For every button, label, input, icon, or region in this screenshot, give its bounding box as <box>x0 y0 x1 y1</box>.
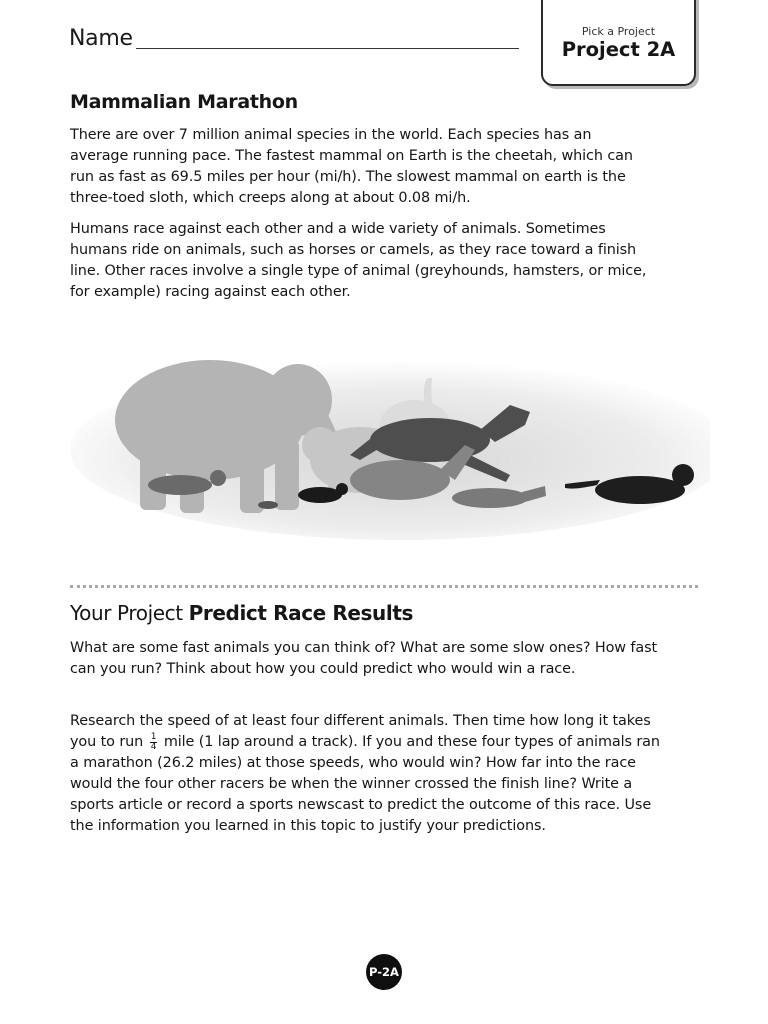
fraction-denominator: 4 <box>150 741 157 752</box>
project-title <box>70 601 413 625</box>
fraction-numerator: 1 <box>150 731 157 742</box>
animal-race-illustration <box>70 320 710 540</box>
section-title: Mammalian Marathon <box>70 91 298 113</box>
name-line <box>136 48 519 49</box>
project-paragraph-1: What are some fast animals you can think of? What are some slow ones? How fast can you run? Think about how you could predict who would win a race. <box>70 640 658 677</box>
section-divider <box>70 585 698 588</box>
intro-paragraph-2: Humans race against each other and a wide variety of animals. Sometimes humans ride on animals, such as horses or camels, as they race toward a finish line. Other races involve a single type of animal (greyhounds, hamsters, or mice, for example) racing against each other. <box>70 221 647 300</box>
project-title-bold: Predict Race Results <box>188 601 414 625</box>
project-title-light: Your Project <box>70 601 183 625</box>
project-paragraph-2-end: mile (1 lap around a track). If you and these four types of animals ran a marathon (26.2 miles) at those speeds, who would win? How far into the race would the four other racers be when the winner crossed the finish line? Write a sports article or record a sports newscast to predict the outcome of this race. Use the information you learned in this topic to justify your predictions. <box>70 734 660 834</box>
project-paragraph-2-start: Research the speed of at least four different animals. Then time how long it takes you to run <box>70 713 651 750</box>
name-field-row <box>69 26 519 56</box>
tab-subtitle: Pick a Project <box>581 25 656 38</box>
project-tab <box>541 0 696 86</box>
fraction-one-quarter <box>150 733 158 752</box>
tab-title: Project 2A <box>561 38 676 61</box>
mouse-silhouette <box>258 501 278 509</box>
intro-paragraph-1: There are over 7 million animal species in the world. Each species has an average running pace. The fastest mammal on Earth is the cheetah, which can run as fast as 69.5 miles per hour (mi/h). The slowest mammal on earth is the three-toed sloth, which creeps along at about 0.08 mi/h. <box>70 127 633 206</box>
project-paragraph-2 <box>70 711 670 837</box>
name-label: Name <box>69 26 133 51</box>
page-number-badge: P-2A <box>366 954 402 990</box>
